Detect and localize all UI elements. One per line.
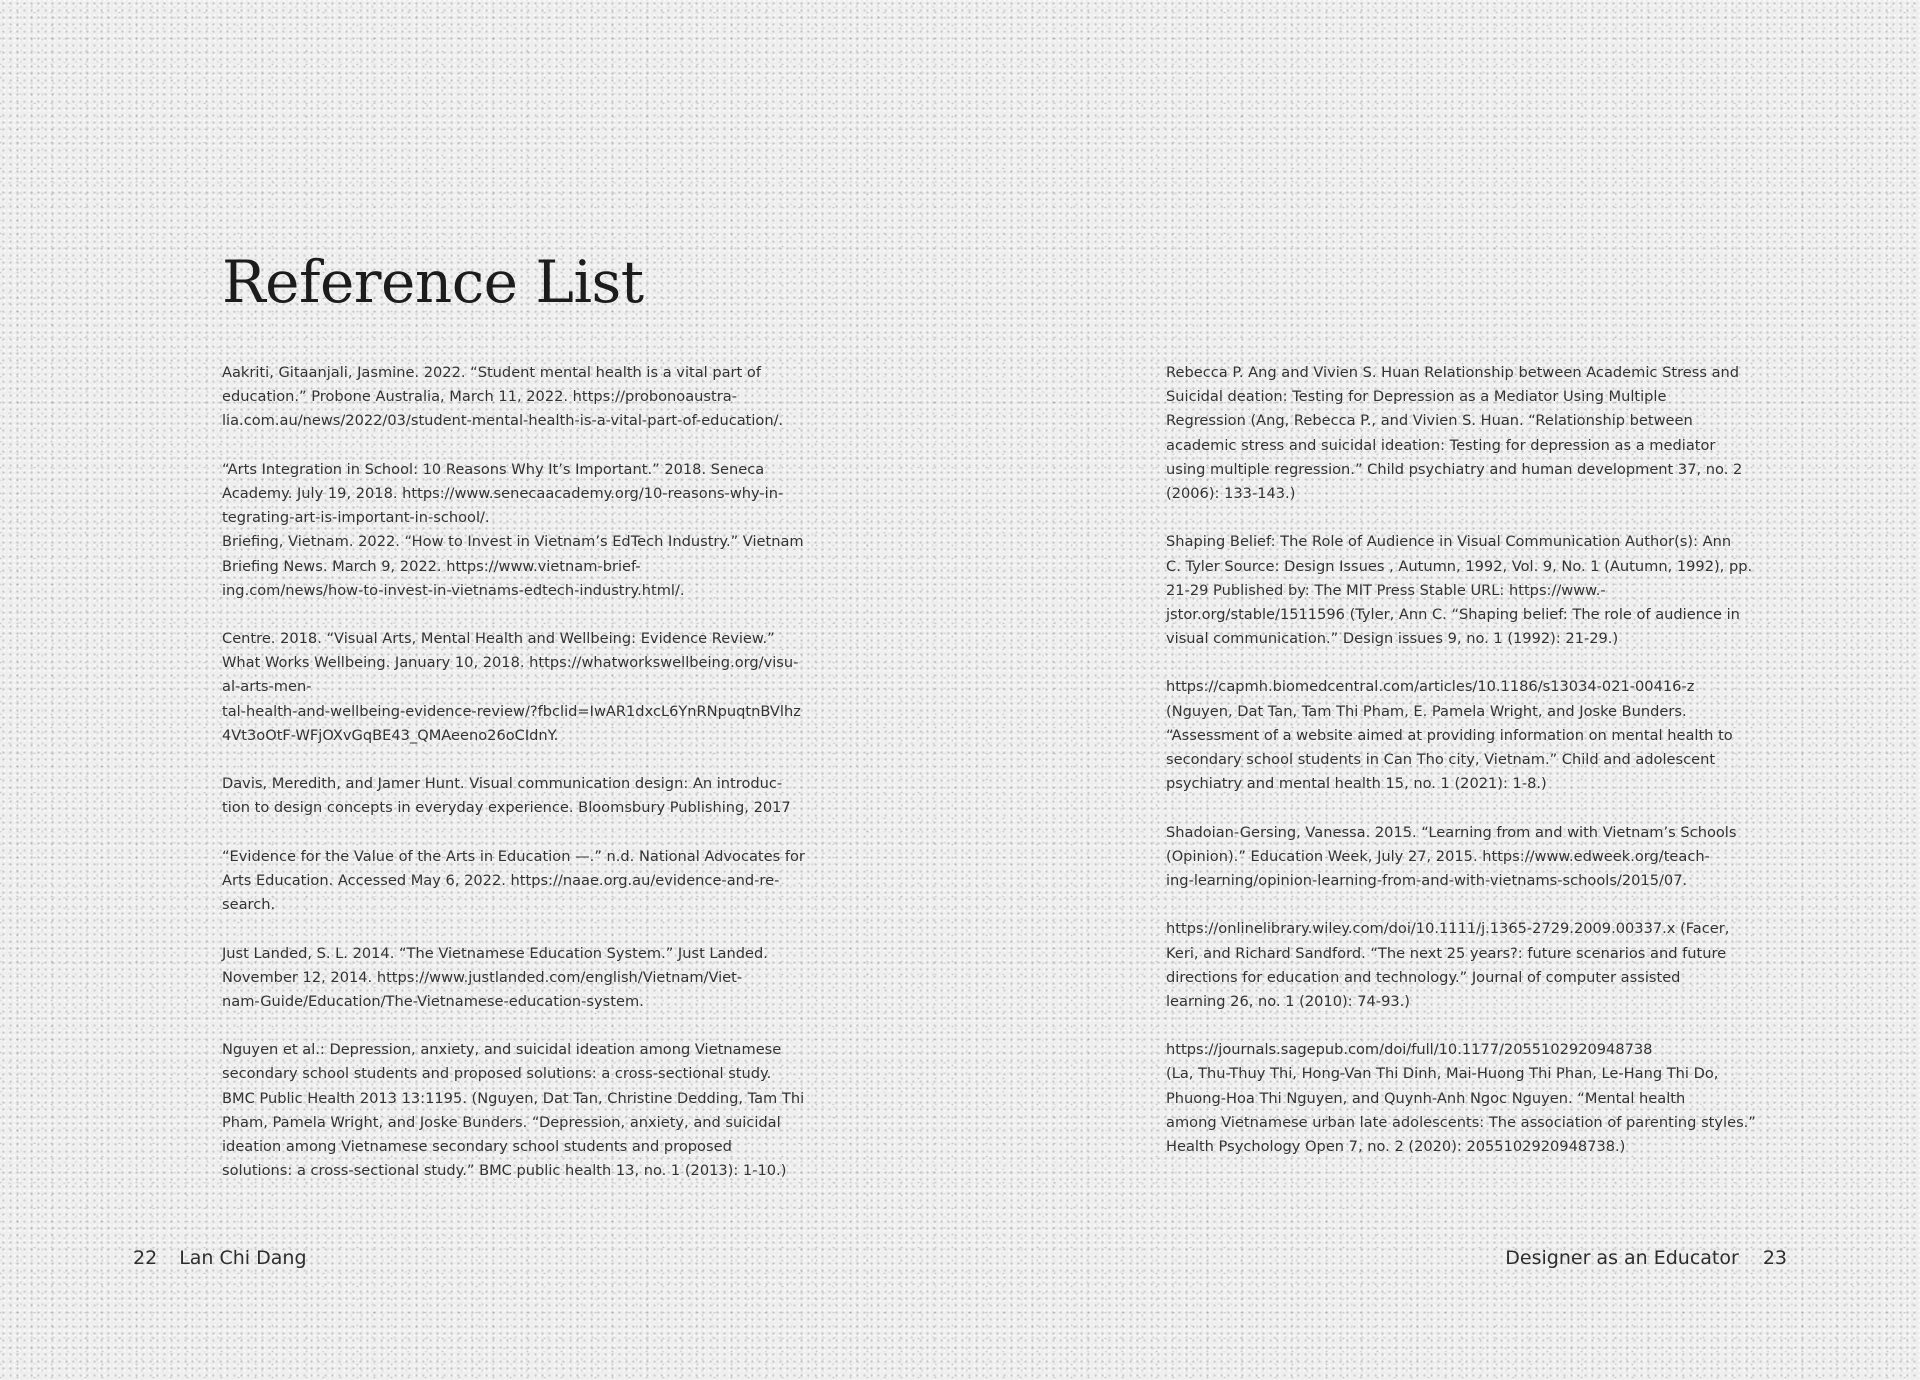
reference-line: psychiatry and mental health 15, no. 1 (2021): 1-8.) [1166, 775, 1547, 793]
reference-entry [222, 361, 784, 434]
reference-line: Nguyen et al.: Depression, anxiety, and suicidal ideation among Vietnamese [222, 1041, 782, 1059]
reference-column-right [1166, 361, 1756, 1183]
reference-line: Pham, Pamela Wright, and Joske Bunders. “Depression, anxiety, and suicidal [222, 1113, 781, 1131]
reference-entry [222, 942, 778, 1015]
reference-line: November 12, 2014. https://www.justlanded.com/english/Vietnam/Viet- [222, 968, 743, 986]
reference-entry [222, 458, 784, 531]
reference-line: tal-health-and-wellbeing-evidence-review/?fbclid=IwAR1dxcL6YnRNpuqtnBVlhz [222, 702, 801, 720]
reference-line: (Opinion).” Education Week, July 27, 2015. https://www.edweek.org/teach- [1166, 847, 1710, 865]
reference-line: Briefing News. March 9, 2022. https://www.vietnam-brief- [222, 557, 641, 575]
reference-entry [222, 845, 805, 918]
reference-line: education.” Probone Australia, March 11, 2022. https://probonoaustra- [222, 388, 737, 406]
reference-entry [222, 627, 801, 748]
reference-line: Suicidal deation: Testing for Depression as a Mediator Using Multiple [1166, 388, 1667, 406]
reference-line: ing.com/news/how-to-invest-in-vietnams-edtech-industry.html/. [222, 581, 685, 599]
reference-line: Just Landed, S. L. 2014. “The Vietnamese Education System.” Just Landed. [222, 944, 768, 962]
reference-entry [1166, 530, 1753, 651]
reference-line: among Vietnamese urban late adolescents: The association of parenting styles.” [1166, 1113, 1756, 1131]
reference-line: Briefing, Vietnam. 2022. “How to Invest in Vietnam’s EdTech Industry.” Vietnam [222, 533, 804, 551]
reference-line: Shaping Belief: The Role of Audience in Visual Communication Author(s): Ann [1166, 533, 1732, 551]
reference-line: directions for education and technology.” Journal of computer assisted [1166, 968, 1681, 986]
reference-line: https://journals.sagepub.com/doi/full/10.1177/2055102920948738 [1166, 1041, 1653, 1059]
reference-line: nam-Guide/Education/The-Vietnamese-education-system. [222, 992, 644, 1010]
reference-line: https://capmh.biomedcentral.com/articles/10.1186/s13034-021-00416-z [1166, 678, 1695, 696]
reference-line: Phuong-Hoa Thi Nguyen, and Quynh-Anh Ngoc Nguyen. “Mental health [1166, 1089, 1686, 1107]
reference-line: https://onlinelibrary.wiley.com/doi/10.1111/j.1365-2729.2009.00337.x (Facer, [1166, 920, 1730, 938]
reference-entry [1166, 821, 1737, 894]
reference-line: “Arts Integration in School: 10 Reasons Why It’s Important.” 2018. Seneca [222, 460, 765, 478]
right-page [960, 0, 1920, 1380]
reference-entry [1166, 675, 1733, 796]
reference-line: tion to design concepts in everyday experience. Bloomsbury Publishing, 2017 [222, 799, 791, 817]
footer-left [133, 1246, 307, 1270]
reference-line: Aakriti, Gitaanjali, Jasmine. 2022. “Student mental health is a vital part of [222, 364, 761, 381]
reference-line: Health Psychology Open 7, no. 2 (2020): 2055102920948738.) [1166, 1138, 1626, 1155]
reference-line: Academy. July 19, 2018. https://www.senecaacademy.org/10-reasons-why-in- [222, 484, 784, 502]
page-number: 22 [133, 1247, 158, 1269]
reference-entry [1166, 917, 1730, 1014]
reference-line: Keri, and Richard Sandford. “The next 25 years?: future scenarios and future [1166, 944, 1727, 962]
reference-line: (2006): 133-143.) [1166, 484, 1296, 502]
reference-entry [1166, 1038, 1756, 1159]
reference-line: What Works Wellbeing. January 10, 2018. https://whatworkswellbeing.org/visu- [222, 654, 799, 672]
reference-entry [222, 1038, 805, 1183]
running-footer: Lan Chi Dang [179, 1247, 307, 1269]
reference-line: solutions: a cross-sectional study.” BMC public health 13, no. 1 (2013): 1-10.) [222, 1162, 787, 1180]
reference-line: “Assessment of a website aimed at providing information on mental health to [1166, 726, 1733, 744]
reference-line: Arts Education. Accessed May 6, 2022. https://naae.org.au/evidence-and-re- [222, 871, 780, 889]
reference-line: “Evidence for the Value of the Arts in Education —.” n.d. National Advocates for [222, 847, 805, 865]
reference-column-left [222, 361, 805, 1208]
reference-line: Shadoian-Gersing, Vanessa. 2015. “Learning from and with Vietnam’s Schools [1166, 823, 1737, 841]
page-title: Reference List [222, 248, 644, 316]
reference-line: search. [222, 896, 276, 914]
footer-right [1505, 1246, 1787, 1270]
reference-line: al-arts-men- [222, 678, 312, 696]
reference-line: jstor.org/stable/1511596 (Tyler, Ann C. “Shaping belief: The role of audience in [1166, 605, 1740, 623]
reference-line: learning 26, no. 1 (2010): 74-93.) [1166, 992, 1410, 1010]
reference-line: using multiple regression.” Child psychiatry and human development 37, no. 2 [1166, 460, 1743, 478]
reference-line: ing-learning/opinion-learning-from-and-with-vietnams-schools/2015/07. [1166, 871, 1688, 889]
reference-line: Regression (Ang, Rebecca P., and Vivien S. Huan. “Relationship between [1166, 412, 1693, 430]
reference-line: (La, Thu-Thuy Thi, Hong-Van Thi Dinh, Mai-Huong Thi Phan, Le-Hang Thi Do, [1166, 1065, 1719, 1083]
reference-line: secondary school students in Can Tho city, Vietnam.” Child and adolescent [1166, 751, 1716, 768]
reference-line: (Nguyen, Dat Tan, Tam Thi Pham, E. Pamela Wright, and Joske Bunders. [1166, 702, 1687, 720]
reference-entry [222, 530, 804, 603]
reference-line: 4Vt3oOtF-WFjOXvGqBE43_QMAeeno26oCIdnY. [222, 726, 559, 744]
reference-line: 21-29 Published by: The MIT Press Stable URL: https://www.- [1166, 581, 1606, 599]
reference-line: tegrating-art-is-important-in-school/. [222, 509, 490, 527]
page-number: 23 [1762, 1247, 1787, 1269]
reference-line: C. Tyler Source: Design Issues , Autumn, 1992, Vol. 9, No. 1 (Autumn, 1992), pp. [1166, 557, 1753, 575]
reference-line: secondary school students and proposed solutions: a cross-sectional study. [222, 1065, 772, 1083]
reference-line: Davis, Meredith, and Jamer Hunt. Visual communication design: An introduc- [222, 775, 783, 793]
reference-entry [1166, 361, 1743, 506]
reference-line: visual communication.” Design issues 9, no. 1 (1992): 21-29.) [1166, 630, 1619, 648]
reference-entry [222, 772, 791, 820]
reference-line: BMC Public Health 2013 13:1195. (Nguyen, Dat Tan, Christine Dedding, Tam Thi [222, 1089, 805, 1107]
reference-line: lia.com.au/news/2022/03/student-mental-health-is-a-vital-part-of-education/. [222, 412, 784, 430]
reference-line: academic stress and suicidal ideation: Testing for depression as a mediator [1166, 436, 1716, 454]
reference-line: Rebecca P. Ang and Vivien S. Huan Relationship between Academic Stress and [1166, 364, 1740, 381]
running-footer: Designer as an Educator [1505, 1247, 1739, 1269]
reference-line: ideation among Vietnamese secondary school students and proposed [222, 1138, 732, 1155]
reference-line: Centre. 2018. “Visual Arts, Mental Health and Wellbeing: Evidence Review.” [222, 630, 775, 648]
